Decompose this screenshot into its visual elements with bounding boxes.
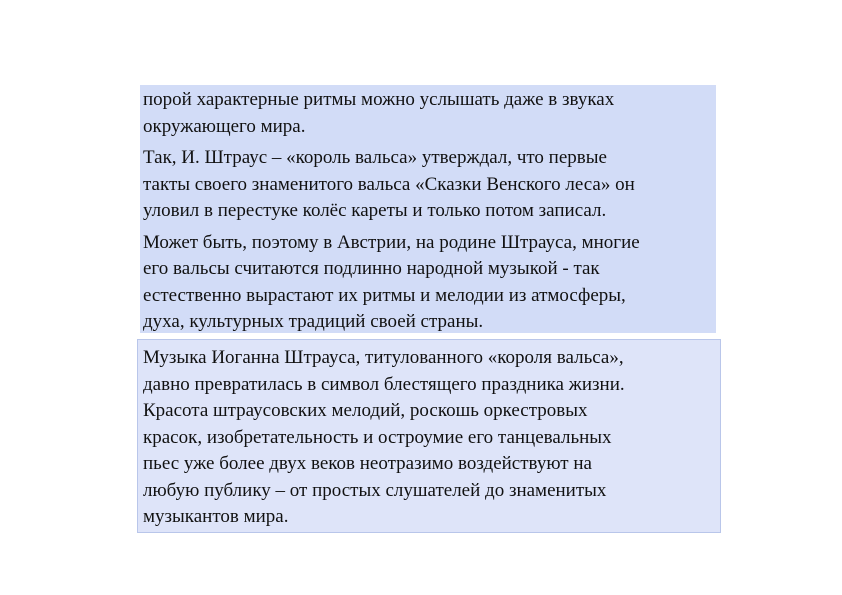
paragraph-austrian-folk-music: Может быть, поэтому в Австрии, на родине Штрауса, многие его вальсы считаются подлинно народной музыкой - так естественно вырастают их ритмы и мелодии из атмосферы, духа, культурных традиций своей страны.	[143, 231, 640, 332]
top-text-box	[140, 85, 716, 333]
paragraph-rhythms-of-world: порой характерные ритмы можно услышать даже в звуках окружающего мира.	[143, 89, 615, 137]
bottom-text-box	[137, 339, 721, 533]
paragraph-strauss-music: Музыка Иоганна Штрауса, титулованного «короля вальса», давно превратилась в символ блестящего праздника жизни. Красота штраусовских мелодий, роскошь оркестровых красок, изобретательность и остроумие его танцевальных пьес уже более двух веков неотразимо воздействуют на любую публику – от простых слушателей до знаменитых музыкантов мира.	[143, 347, 625, 527]
paragraph-vienna-woods-tale: Так, И. Штраус – «король вальса» утверждал, что первые такты своего знаменитого вальса «Сказки Венского леса» он уловил в перестуке колёс кареты и только потом записал.	[143, 147, 635, 221]
